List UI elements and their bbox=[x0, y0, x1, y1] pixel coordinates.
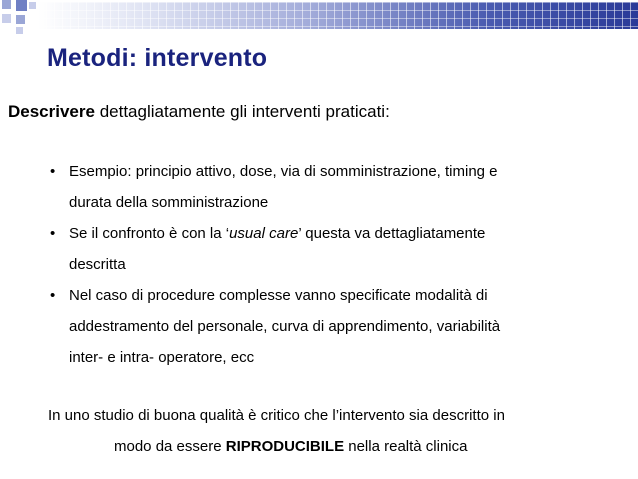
bullet-item bbox=[50, 156, 610, 218]
conclusion-bold: RIPRODUCIBILE bbox=[225, 438, 345, 455]
bullet-text: durata della somministrazione bbox=[69, 194, 269, 211]
decor-square bbox=[2, 0, 11, 9]
bullet-text: Esempio: principio attivo, dose, via di somministrazione, timing e bbox=[69, 163, 498, 180]
bullet-item bbox=[50, 280, 610, 373]
decor-square bbox=[16, 27, 23, 34]
header-grid-pattern bbox=[38, 2, 638, 29]
bullet-item bbox=[50, 218, 610, 280]
decor-square bbox=[29, 2, 36, 9]
bullet-text: inter- e intra- operatore, ecc bbox=[69, 349, 255, 366]
slide-subtitle bbox=[8, 102, 390, 122]
slide-title: Metodi: intervento bbox=[47, 44, 268, 72]
bullet-list bbox=[50, 156, 610, 373]
conclusion-text bbox=[48, 400, 608, 462]
bullet-icon: • bbox=[50, 287, 56, 304]
bullet-icon: • bbox=[50, 163, 56, 180]
bullet-text-italic: usual care bbox=[229, 225, 299, 242]
conclusion-line bbox=[48, 431, 608, 462]
bullet-text: Nel caso di procedure complesse vanno specificate modalità di bbox=[69, 287, 488, 304]
conclusion-text-part: nella realtà clinica bbox=[344, 438, 468, 455]
bullet-text-part: Se il confronto è con la ‘ bbox=[69, 225, 230, 242]
subtitle-bold: Descrivere bbox=[8, 102, 95, 121]
subtitle-rest: dettagliatamente gli interventi praticati: bbox=[94, 102, 390, 121]
bullet-text-part: ’ questa va dettagliatamente bbox=[298, 225, 486, 242]
bullet-text bbox=[69, 218, 610, 249]
decor-square bbox=[16, 15, 25, 24]
bullet-text: addestramento del personale, curva di apprendimento, variabilità bbox=[69, 318, 501, 335]
conclusion-text-part: modo da essere bbox=[114, 438, 226, 455]
bullet-text: descritta bbox=[69, 256, 126, 273]
conclusion-line: In uno studio di buona qualità è critico che l’intervento sia descritto in bbox=[48, 407, 505, 424]
decor-square bbox=[16, 0, 27, 11]
bullet-icon: • bbox=[50, 225, 56, 242]
decor-square bbox=[2, 14, 11, 23]
